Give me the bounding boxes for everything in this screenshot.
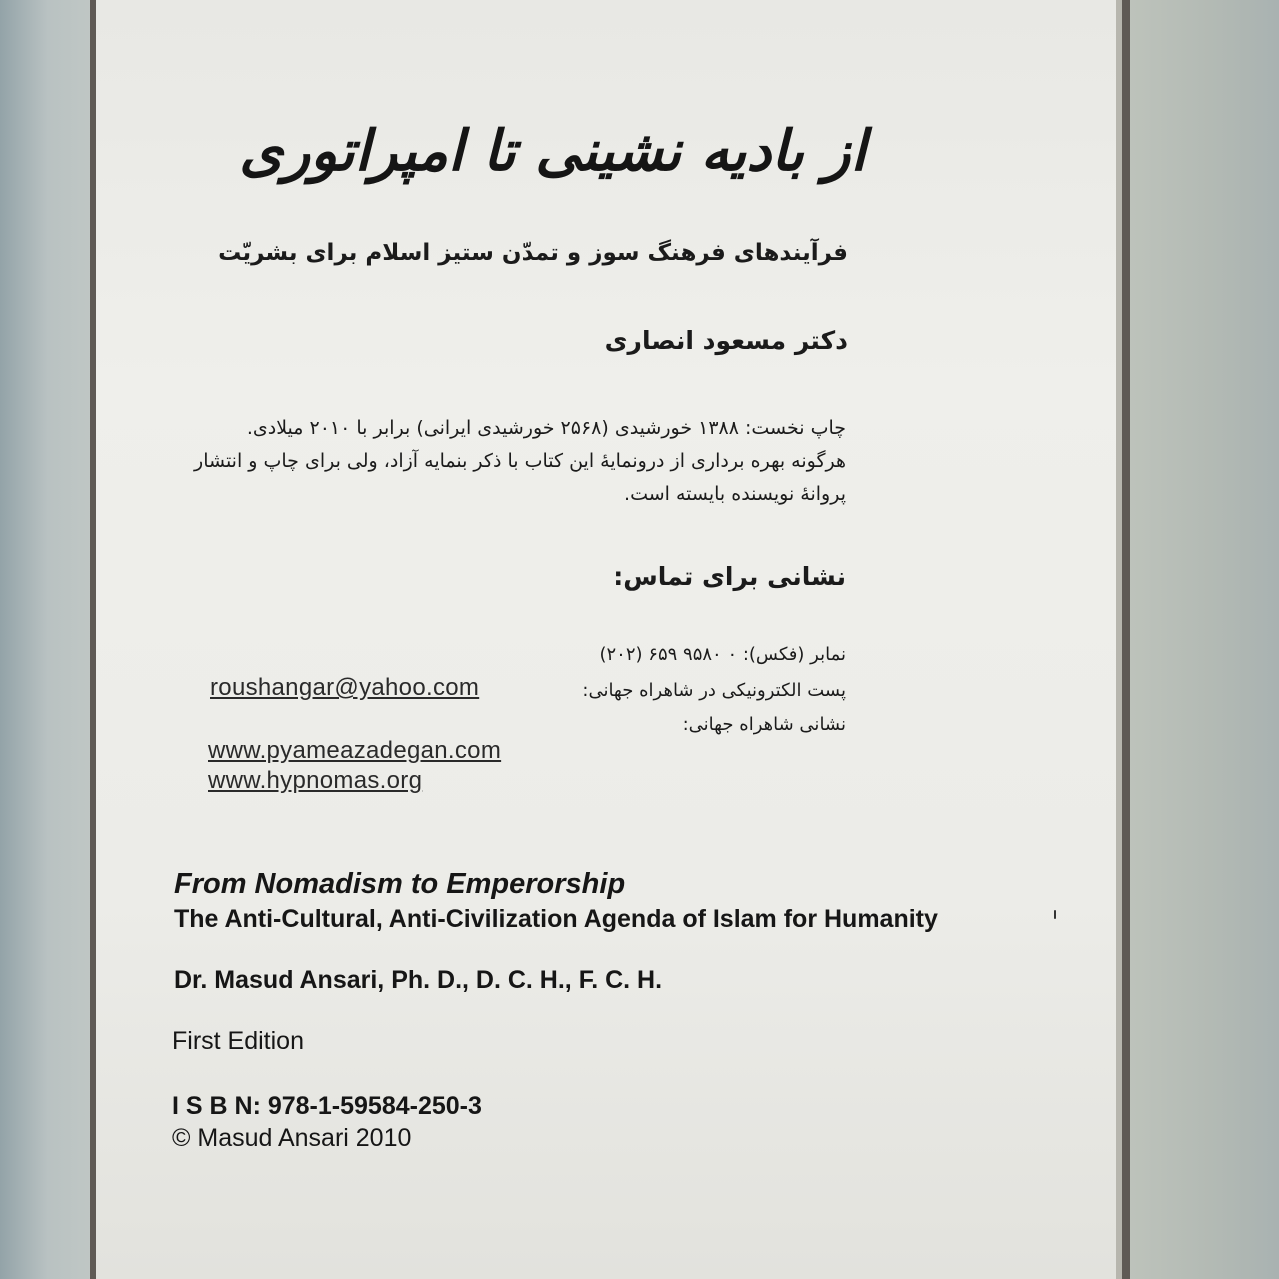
persian-subtitle: فرآیندهای فرهنگ سوز و تمدّن ستیز اسلام برای بشریّت [218,240,848,266]
email-link[interactable]: roushangar@yahoo.com [210,674,480,701]
copyright: © Masud Ansari 2010 [172,1124,412,1152]
persian-fax: نمابر (فکس): ۰ ۹۵۸۰ ۶۵۹ (۲۰۲) [599,644,846,665]
persian-edition-note: چاپ نخست: ۱۳۸۸ خورشیدی (۲۵۶۸ خورشیدی ایرانی) برابر با ۲۰۱۰ میلادی. [246,417,846,439]
persian-author: دکتر مسعود انصاری [604,326,848,355]
book-page [96,0,1116,1279]
isbn: I S B N: 978-1-59584-250-3 [172,1092,482,1120]
english-author: Dr. Masud Ansari, Ph. D., D. C. H., F. C. H. [174,966,663,994]
persian-publication-notes [146,412,846,511]
background-right [1109,0,1279,1279]
english-subtitle: The Anti-Cultural, Anti-Civilization Agenda of Islam for Humanity [174,905,938,933]
page-edge [1116,0,1122,1279]
persian-email-label: پست الکترونیکی در شاهراه جهانی: [582,680,846,701]
persian-rights-note: هرگونه بهره برداری از درونمایهٔ این کتاب با ذکر بنمایه آزاد، ولی برای چاپ و انتشار پروانهٔ نویسنده بایسته است. [194,450,846,505]
website-link-pyameazadegan[interactable]: www.pyameazadegan.com [208,737,502,764]
persian-title: از بادیه نشینی تا امپراتوری [239,118,866,184]
website-link-hypnomas[interactable]: www.hypnomas.org [208,767,423,794]
english-title: From Nomadism to Emperorship [174,868,626,900]
ink-speck [1054,910,1056,919]
persian-contact-heading: نشانی برای تماس: [613,562,846,591]
english-edition: First Edition [172,1027,304,1055]
persian-web-label: نشانی شاهراه جهانی: [682,714,846,735]
